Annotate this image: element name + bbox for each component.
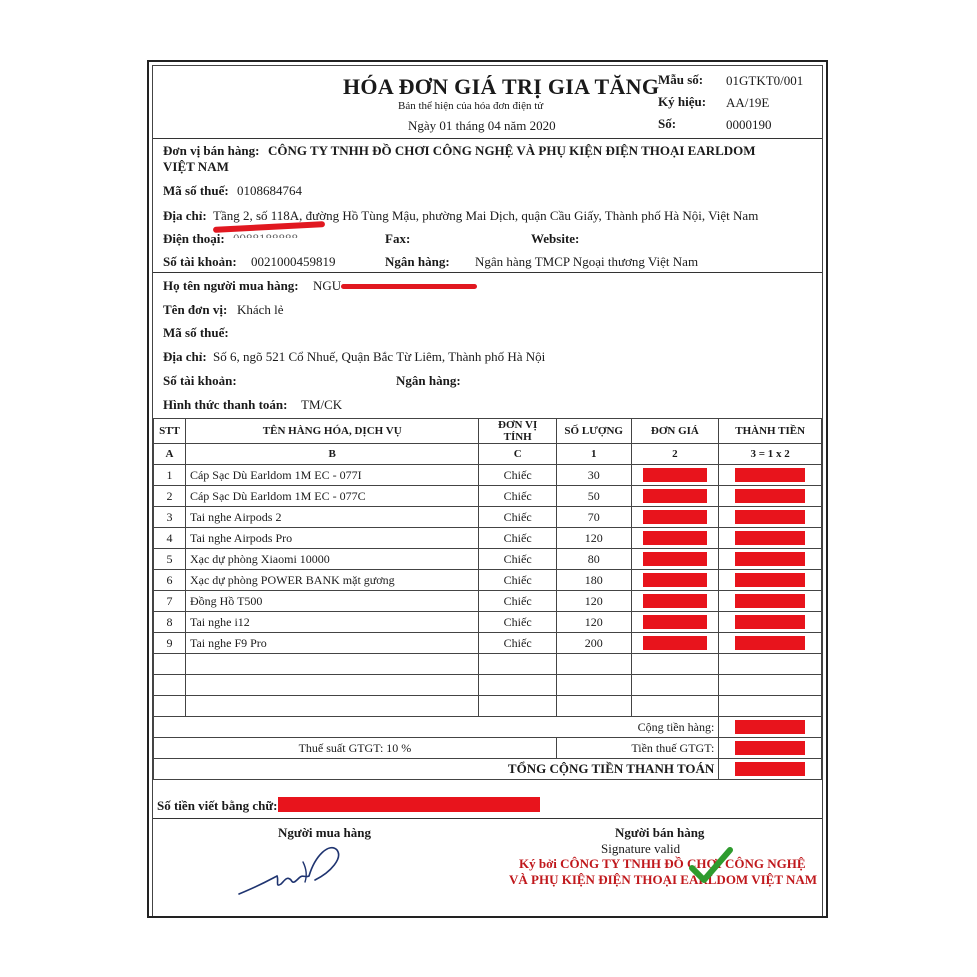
checkmark-icon (688, 846, 734, 886)
row-stt: 5 (154, 549, 186, 570)
redaction-mark (735, 636, 805, 650)
subtotal-row (154, 717, 822, 738)
row-price (631, 549, 719, 570)
row-price (631, 465, 719, 486)
row-amount (719, 528, 822, 549)
invoice-frame (152, 65, 823, 916)
table-row (154, 528, 822, 549)
code-cell: C (479, 444, 556, 465)
subtotal-value (719, 717, 822, 738)
buyer-address-label: Địa chỉ: (163, 349, 207, 364)
redaction-mark (643, 573, 707, 587)
redaction-mark (643, 531, 707, 545)
row-qty: 200 (556, 633, 631, 654)
table-row (154, 465, 822, 486)
row-unit: Chiếc (479, 549, 556, 570)
table-row (154, 570, 822, 591)
redaction-mark (643, 594, 707, 608)
row-stt: 1 (154, 465, 186, 486)
signature-valid-text: Signature valid (601, 841, 681, 856)
seller-account-value: 0021000459819 (251, 254, 336, 269)
redaction-mark (735, 573, 805, 587)
so-label: Số: (658, 116, 677, 131)
col-header-unit: ĐƠN VỊ TÍNH (479, 419, 556, 444)
buyer-address-value: Số 6, ngõ 521 Cổ Nhuế, Quận Bắc Từ Liêm, Thành phố Hà Nội (213, 349, 546, 364)
redaction-mark (735, 489, 805, 503)
buyer-bank-label: Ngân hàng: (396, 373, 461, 388)
ky-hieu-value: AA/19E (726, 95, 770, 110)
row-stt: 4 (154, 528, 186, 549)
redaction-mark (643, 615, 707, 629)
row-item-name: Tai nghe Airpods 2 (185, 507, 479, 528)
seller-account-label: Số tài khoản: (163, 254, 237, 269)
seller-unit-line1: CÔNG TY TNHH ĐỒ CHƠI CÔNG NGHỆ VÀ PHỤ KIỆN ĐIỆN THOẠI EARLDOM (268, 143, 756, 158)
row-stt: 3 (154, 507, 186, 528)
row-amount (719, 591, 822, 612)
vat-row (154, 738, 822, 759)
empty-row (154, 675, 822, 696)
signed-by-line2: VÀ PHỤ KIỆN ĐIỆN THOẠI EARLDOM VIỆT NAM (509, 872, 818, 887)
buyer-tax-label: Mã số thuế: (163, 325, 229, 340)
redaction-mark (643, 468, 707, 482)
row-amount (719, 549, 822, 570)
mau-so-value: 01GTKT0/001 (726, 73, 804, 88)
empty-row (154, 696, 822, 717)
table-code-row (154, 444, 822, 465)
code-cell: 1 (556, 444, 631, 465)
invoice-document (147, 60, 828, 918)
redaction-mark (643, 636, 707, 650)
seller-address-value: Tầng 2, số 118A, đường Hồ Tùng Mậu, phường Mai Dịch, quận Cầu Giấy, Thành phố Hà Nội, Việt Nam (213, 208, 759, 223)
row-price (631, 486, 719, 507)
row-amount (719, 612, 822, 633)
table-row (154, 633, 822, 654)
code-cell: A (154, 444, 186, 465)
table-row (154, 486, 822, 507)
row-unit: Chiếc (479, 633, 556, 654)
code-cell: 2 (631, 444, 719, 465)
vat-amount-label: Tiền thuế GTGT: (556, 738, 718, 759)
row-price (631, 528, 719, 549)
seller-bank-value: Ngân hàng TMCP Ngoại thương Việt Nam (475, 254, 699, 269)
redaction-mark (643, 510, 707, 524)
row-qty: 80 (556, 549, 631, 570)
redaction-mark (643, 552, 707, 566)
row-price (631, 633, 719, 654)
seller-unit-line2: VIỆT NAM (163, 159, 229, 174)
amount-in-words-label: Số tiền viết bằng chữ: (157, 798, 278, 813)
divider (153, 272, 822, 273)
row-qty: 50 (556, 486, 631, 507)
row-qty: 70 (556, 507, 631, 528)
row-amount (719, 570, 822, 591)
buyer-account-label: Số tài khoản: (163, 373, 237, 388)
redaction-mark (643, 489, 707, 503)
redaction-mark (735, 615, 805, 629)
row-stt: 6 (154, 570, 186, 591)
redaction-mark (735, 531, 805, 545)
seller-tax-label: Mã số thuế: (163, 183, 229, 198)
code-cell: 3 = 1 x 2 (719, 444, 822, 465)
col-header-name: TÊN HÀNG HÓA, DỊCH VỤ (185, 419, 479, 444)
row-unit: Chiếc (479, 465, 556, 486)
buyer-name-value: NGU (313, 278, 342, 293)
row-item-name: Xạc dự phòng Xiaomi 10000 (185, 549, 479, 570)
redaction-mark (735, 741, 805, 755)
redaction-mark (735, 468, 805, 482)
grand-total-label: TỔNG CỘNG TIỀN THANH TOÁN (154, 759, 719, 780)
col-header-amount: THÀNH TIỀN (719, 419, 822, 444)
items-table (153, 418, 822, 780)
redaction-mark (735, 762, 805, 776)
row-unit: Chiếc (479, 528, 556, 549)
redaction-mark (278, 797, 540, 812)
row-unit: Chiếc (479, 486, 556, 507)
row-unit: Chiếc (479, 507, 556, 528)
row-qty: 30 (556, 465, 631, 486)
row-item-name: Cáp Sạc Dù Earldom 1M EC - 077C (185, 486, 479, 507)
divider (153, 818, 822, 819)
row-item-name: Cáp Sạc Dù Earldom 1M EC - 077I (185, 465, 479, 486)
seller-unit-label: Đơn vị bán hàng: (163, 143, 260, 158)
subtotal-label: Cộng tiền hàng: (154, 717, 719, 738)
row-unit: Chiếc (479, 570, 556, 591)
row-stt: 8 (154, 612, 186, 633)
seller-bank-label: Ngân hàng: (385, 254, 450, 269)
row-unit: Chiếc (479, 591, 556, 612)
ky-hieu-label: Ký hiệu: (658, 94, 707, 109)
row-item-name: Đồng Hồ T500 (185, 591, 479, 612)
buyer-unit-label: Tên đơn vị: (163, 302, 228, 317)
table-row (154, 549, 822, 570)
row-amount (719, 507, 822, 528)
buyer-handwritten-signature (233, 836, 363, 906)
redaction-mark (341, 284, 477, 289)
row-qty: 120 (556, 528, 631, 549)
col-header-price: ĐƠN GIÁ (631, 419, 719, 444)
row-item-name: Tai nghe F9 Pro (185, 633, 479, 654)
row-stt: 9 (154, 633, 186, 654)
redaction-mark (735, 552, 805, 566)
vat-amount-value (719, 738, 822, 759)
row-amount (719, 465, 822, 486)
seller-phone-label: Điện thoại: (163, 231, 225, 246)
col-header-qty: SỐ LƯỢNG (556, 419, 631, 444)
row-qty: 180 (556, 570, 631, 591)
row-price (631, 591, 719, 612)
row-unit: Chiếc (479, 612, 556, 633)
invoice-subtitle: Bản thể hiện của hóa đơn điện tử (398, 100, 544, 112)
row-price (631, 507, 719, 528)
buyer-signature-label: Người mua hàng (278, 825, 372, 840)
redaction-mark (735, 510, 805, 524)
so-value: 0000190 (726, 117, 772, 132)
row-price (631, 570, 719, 591)
row-qty: 120 (556, 612, 631, 633)
empty-row (154, 654, 822, 675)
row-amount (719, 486, 822, 507)
buyer-name-label: Họ tên người mua hàng: (163, 278, 299, 293)
row-price (631, 612, 719, 633)
row-amount (719, 633, 822, 654)
row-item-name: Xạc dự phòng POWER BANK mặt gương (185, 570, 479, 591)
grand-total-row (154, 759, 822, 780)
signed-by-line1: Ký bởi CÔNG TY TNHH ĐỒ CHƠI CÔNG NGHỆ (519, 856, 806, 871)
payment-method-label: Hình thức thanh toán: (163, 397, 288, 412)
seller-tax-value: 0108684764 (237, 183, 302, 198)
divider (153, 138, 822, 139)
payment-method-value: TM/CK (301, 397, 343, 412)
seller-fax-label: Fax: (385, 231, 411, 246)
row-stt: 7 (154, 591, 186, 612)
invoice-date: Ngày 01 tháng 04 năm 2020 (408, 118, 556, 133)
row-stt: 2 (154, 486, 186, 507)
phone-obscured (233, 238, 313, 244)
table-row (154, 612, 822, 633)
seller-signature-label: Người bán hàng (615, 825, 705, 840)
row-item-name: Tai nghe Airpods Pro (185, 528, 479, 549)
redaction-mark (735, 594, 805, 608)
code-cell: B (185, 444, 479, 465)
vat-rate-label: Thuế suất GTGT: 10 % (154, 738, 557, 759)
table-row (154, 591, 822, 612)
seller-address-label: Địa chỉ: (163, 208, 207, 223)
redaction-mark (735, 720, 805, 734)
invoice-title: HÓA ĐƠN GIÁ TRỊ GIA TĂNG (343, 74, 660, 99)
col-header-stt: STT (154, 419, 186, 444)
row-item-name: Tai nghe i12 (185, 612, 479, 633)
table-row (154, 507, 822, 528)
seller-website-label: Website: (531, 231, 580, 246)
grand-total-value (719, 759, 822, 780)
row-qty: 120 (556, 591, 631, 612)
table-header-row (154, 419, 822, 444)
buyer-unit-value: Khách lẻ (237, 302, 284, 317)
mau-so-label: Mẫu số: (658, 72, 704, 87)
